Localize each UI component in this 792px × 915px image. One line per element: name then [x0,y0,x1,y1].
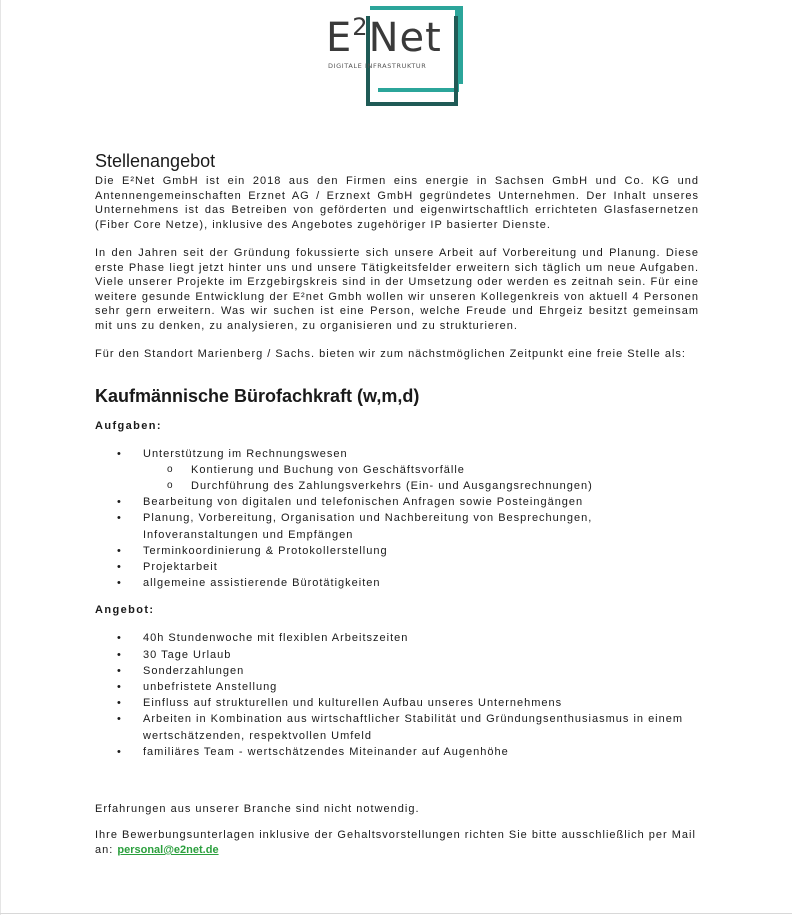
list-item-text: familiäres Team - wertschätzendes Miteinander auf Augenhöhe [143,745,509,758]
list-item-text: Einfluss auf strukturellen und kulturellen Aufbau unseres Unternehmens [143,697,563,710]
bullet-icon: • [117,577,122,590]
intro-paragraph-2: In den Jahren seit der Gründung fokussierte sich unsere Arbeit auf Vorbereitung und Planung. Diese erste Phase liegt jetzt hinter uns und unsere Tätigkeitsfelder erweitern sich täglich um neue Aufgaben. Viele unserer Projekte im Erzgebirgskreis sind in der Umsetzung oder werden es zeitnah sein. Für eine weitere gesunde Entwicklung der E²net Gmbh wollen wir unseren Kollegenkreis von aktuell 4 Personen sehr gern erweitern. Was wir suchen ist eine Person, welche Freude und Ehrgeiz besitzt gemeinsam mit uns zu denken, zu analysieren, zu organisieren und zu strukturieren. [95,247,699,332]
list-item-text: Arbeiten in Kombination aus wirtschaftlicher Stabilität und Gründungsenthusiasmus in einem wertschätzenden, respektvollen Umfeld [143,713,684,742]
bullet-icon: • [117,512,122,525]
bullet-icon: • [117,544,122,557]
bullet-icon: • [117,697,122,710]
spacer [95,333,699,347]
bullet-icon: • [117,680,122,693]
offer-label: Angebot: [95,604,155,617]
list-item [95,647,699,663]
intro-paragraph-3: Für den Standort Marienberg / Sachs. bieten wir zum nächstmöglichen Zeitpunkt eine freie Stelle als: [95,348,686,360]
logo-wordmark [326,13,442,61]
bullet-icon: • [117,560,122,573]
list-item [95,510,699,542]
list-item [95,630,699,646]
page-edge [0,0,1,915]
sub-list-item [143,478,699,494]
spacer [95,408,699,419]
logo-tagline: DIGITALE INFRASTRUKTUR [328,62,427,70]
bullet-icon: • [117,632,122,645]
list-item-text: Durchführung des Zahlungsverkehrs (Ein- und Ausgangsrechnungen) [191,479,593,492]
list-item-text: Unterstützung im Rechnungswesen [143,447,348,460]
main-content [95,148,699,857]
spacer [95,362,699,384]
spacer [95,760,699,802]
email-link[interactable]: personal@e2net.de [117,843,219,856]
bullet-icon: • [117,496,122,509]
list-item-text: Bearbeitung von digitalen und telefonischen Anfragen sowie Posteingängen [143,496,584,509]
spacer [95,232,699,246]
sub-list-item [143,462,699,478]
spacer [95,433,699,446]
circle-bullet-icon: o [167,479,174,491]
list-item [95,695,699,711]
experience-note: Erfahrungen aus unserer Branche sind nicht notwendig. [95,802,420,815]
spacer [95,617,699,630]
list-item-text: Projektarbeit [143,560,218,573]
application-text: Ihre Bewerbungsunterlagen inklusive der Gehaltsvorstellungen richten Sie bitte ausschließlich per Mail an: [95,829,696,856]
tasks-label: Aufgaben: [95,419,162,432]
list-item [95,575,699,591]
bullet-icon: • [117,648,122,661]
list-item-text: Kontierung und Buchung von Geschäftsvorfälle [191,463,465,476]
list-item [95,711,699,743]
list-item-text: 30 Tage Urlaub [143,648,232,661]
sub-list [143,462,699,494]
page-bottom-divider [0,913,792,914]
list-item [95,446,699,495]
list-item [95,663,699,679]
list-item [95,543,699,559]
list-item-text: 40h Stundenwoche mit flexiblen Arbeitszeiten [143,632,409,645]
spacer [95,816,699,828]
list-item [95,744,699,760]
spacer [95,591,699,603]
bullet-icon: • [117,713,122,726]
list-item-text: Sonderzahlungen [143,664,245,677]
logo-net: Net [368,15,442,61]
list-item [95,494,699,510]
offer-list [95,630,699,760]
intro-paragraph-1: Die E²Net GmbH ist ein 2018 aus den Firmen eins energie in Sachsen GmbH und Co. KG und Antennengemeinschaften Erznet AG / Erznext GmbH gegründetes Unternehmen. Der Inhalt unseres Unternehmens ist das Betreiben von geförderten und eigenwirtschaftlich errichteten Glasfasernetzen (Fiber Core Netze), inklusive des Angebotes zugehöriger IP basierter Dienste. [95,175,699,231]
company-logo [322,4,468,106]
bullet-icon: • [117,664,122,677]
tasks-list [95,446,699,592]
page-heading: Stellenangebot [95,151,216,171]
list-item-text: allgemeine assistierende Bürotätigkeiten [143,577,381,590]
list-item [95,559,699,575]
bullet-icon: • [117,745,122,758]
logo-superscript: 2 [352,13,369,41]
list-item [95,679,699,695]
circle-bullet-icon: o [167,463,174,475]
list-item-text: Planung, Vorbereitung, Organisation und Nachbereitung von Besprechungen, Infoveranstaltungen und Empfängen [143,512,593,541]
bullet-icon: • [117,447,122,460]
application-note [95,828,699,857]
job-title: Kaufmännische Bürofachkraft (w,m,d) [95,385,420,406]
logo-letter: E [326,15,353,61]
list-item-text: Terminkoordinierung & Protokollerstellung [143,544,388,557]
list-item-text: unbefristete Anstellung [143,680,278,693]
